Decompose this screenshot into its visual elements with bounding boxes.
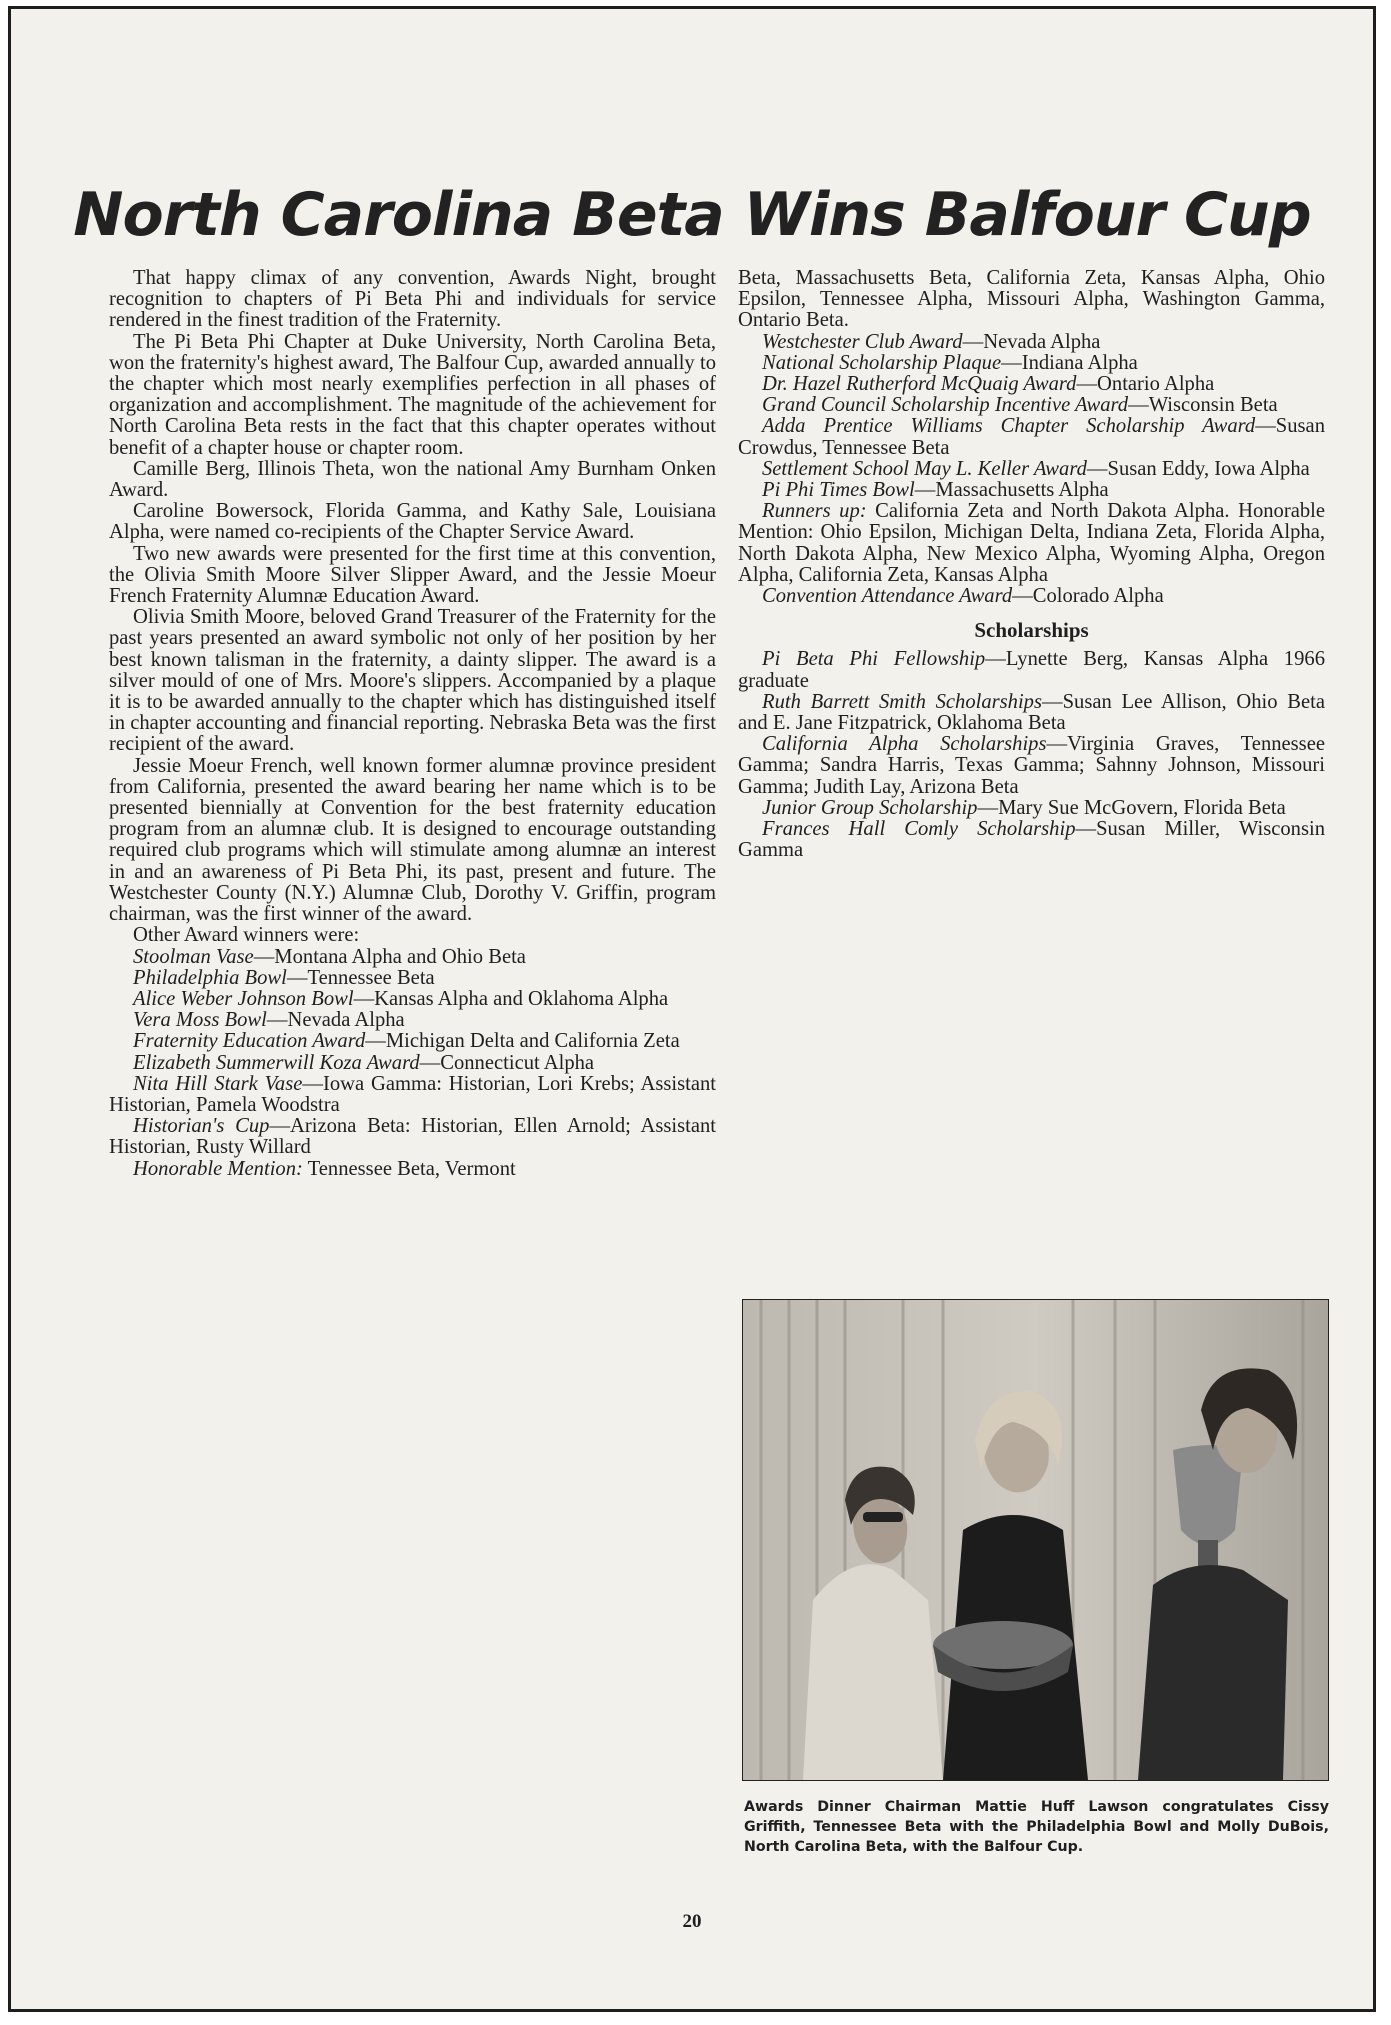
award-photo xyxy=(742,1299,1329,1781)
magazine-page xyxy=(8,6,1376,2012)
award-recipient: —Connecticut Alpha xyxy=(419,1051,595,1074)
scholarship-name: California Alpha Scholarships xyxy=(762,733,1047,756)
award-name: Philadelphia Bowl xyxy=(133,966,287,989)
award-recipient: —Tennessee Beta xyxy=(286,966,435,989)
award-recipient: —Susan Eddy, Iowa Alpha xyxy=(1086,457,1310,480)
scholarship-recipient: —Lynette Berg, Kansas Alpha 1966 graduate xyxy=(738,648,1325,692)
award-name: Honorable Mention: xyxy=(133,1157,303,1180)
award-entry xyxy=(109,1074,716,1116)
scholarship-name: Junior Group Scholarship xyxy=(762,796,978,819)
award-recipient: —Indiana Alpha xyxy=(1001,351,1138,374)
award-recipient: —Arizona Beta: Historian, Ellen Arnold; Assistant Historian, Rusty Willard xyxy=(109,1115,716,1159)
paragraph: Olivia Smith Moore, beloved Grand Treasurer of the Fraternity for the past years presented an award symbolic not only of her position by her best known talisman in the fraternity, a dainty slipper. The award is a silver mould of one of Mrs. Moore's slippers. Accompanied by a plaque it is to be awarded annually to the chapter which has distinguished itself in chapter accounting and financial reporting. Nebraska Beta was the first recipient of the award. xyxy=(109,606,716,756)
award-name: Westchester Club Award xyxy=(762,330,963,353)
scholarship-entry xyxy=(738,692,1325,734)
award-entry xyxy=(109,1159,716,1180)
page-number: 20 xyxy=(682,1911,702,1932)
award-recipient: —Montana Alpha and Ohio Beta xyxy=(253,945,526,968)
award-recipient: —Ontario Alpha xyxy=(1076,373,1215,396)
award-name: Vera Moss Bowl xyxy=(133,1009,267,1032)
paragraph: Beta, Massachusetts Beta, California Zeta, Kansas Alpha, Ohio Epsilon, Tennessee Alpha, Missouri Alpha, Washington Gamma, Ontario Beta. xyxy=(738,267,1325,332)
scholarship-name: Frances Hall Comly Scholarship xyxy=(762,818,1076,841)
award-name: Fraternity Education Award xyxy=(133,1030,366,1053)
award-name: Dr. Hazel Rutherford McQuaig Award xyxy=(762,373,1077,396)
paragraph: Caroline Bowersock, Florida Gamma, and Kathy Sale, Louisiana Alpha, were named co-recipients of the Chapter Service Award. xyxy=(109,500,716,544)
award-name: Historian's Cup xyxy=(133,1115,270,1138)
award-name: Runners up: xyxy=(762,500,867,523)
award-entry xyxy=(109,1031,716,1052)
award-recipient: —Iowa Gamma: Historian, Lori Krebs; Assistant Historian, Pamela Woodstra xyxy=(109,1072,716,1116)
scholarship-entry xyxy=(738,798,1325,819)
award-recipient: —Michigan Delta and California Zeta xyxy=(365,1030,680,1053)
scholarship-recipient: —Susan Miller, Wisconsin Gamma xyxy=(738,818,1325,862)
award-name: Elizabeth Summerwill Koza Award xyxy=(133,1051,420,1074)
photo-caption: Awards Dinner Chairman Mattie Huff Lawson congratulates Cissy Griffith, Tennessee Beta with the Philadelphia Bowl and Molly DuBois, North Carolina Beta, with the Balfour Cup. xyxy=(744,1799,1329,1855)
award-name: Settlement School May L. Keller Award xyxy=(762,457,1087,480)
award-entry xyxy=(738,353,1325,374)
award-recipient: —Wisconsin Beta xyxy=(1128,394,1278,417)
award-entry xyxy=(109,1116,716,1158)
award-entry xyxy=(738,374,1325,395)
award-name: Alice Weber Johnson Bowl xyxy=(133,987,354,1010)
award-entry xyxy=(109,968,716,989)
award-entry xyxy=(738,501,1325,586)
award-entry xyxy=(738,480,1325,501)
award-name: National Scholarship Plaque xyxy=(762,351,1002,374)
paragraph: Other Award winners were: xyxy=(133,924,360,947)
award-recipient: —Nevada Alpha xyxy=(962,330,1101,353)
paragraph: That happy climax of any convention, Awards Night, brought recognition to chapters of Pi Beta Phi and individuals for service rendered in the finest tradition of the Fraternity. xyxy=(109,267,716,332)
award-entry xyxy=(738,459,1325,480)
award-name: Stoolman Vase xyxy=(133,945,254,968)
award-entry xyxy=(738,586,1325,607)
article-title: North Carolina Beta Wins Balfour Cup xyxy=(73,180,1311,250)
award-name: Pi Phi Times Bowl xyxy=(762,479,915,502)
award-entry xyxy=(738,395,1325,416)
paragraph: The Pi Beta Phi Chapter at Duke University, North Carolina Beta, won the fraternity's highest award, The Balfour Cup, awarded annually to the chapter which most nearly exemplifies perfection in all phases of organization and accomplishment. The magnitude of the achievement for North Carolina Beta rests in the fact that this chapter operates without benefit of a chapter house or chapter room. xyxy=(109,330,716,459)
award-name: Adda Prentice Williams Chapter Scholarship Award xyxy=(762,415,1256,438)
award-recipient: California Zeta and North Dakota Alpha. Honorable Mention: Ohio Epsilon, Michigan Delta, Indiana Zeta, Florida Alpha, North Dakota Alpha, New Mexico Alpha, Wyoming Alpha, Oregon Alpha, California Zeta, Kansas Alpha xyxy=(738,500,1325,586)
award-recipient: —Massachusetts Alpha xyxy=(914,479,1109,502)
paragraph: Camille Berg, Illinois Theta, won the national Amy Burnham Onken Award. xyxy=(109,457,716,502)
right-column xyxy=(738,268,1325,861)
award-entry xyxy=(109,989,716,1010)
left-column xyxy=(109,268,716,1180)
scholarship-entry xyxy=(738,734,1325,798)
award-recipient: —Nevada Alpha xyxy=(266,1009,405,1032)
scholarship-recipient: —Virginia Graves, Tennessee Gamma; Sandra Harris, Texas Gamma; Sahnny Johnson, Missouri Gamma; Judith Lay, Arizona Beta xyxy=(738,733,1325,798)
award-name: Nita Hill Stark Vase xyxy=(133,1072,303,1095)
paragraph: Two new awards were presented for the first time at this convention, the Olivia Smith Moore Silver Slipper Award, and the Jessie Moeur French Fraternity Alumnæ Education Award. xyxy=(109,542,716,608)
award-recipient: Tennessee Beta, Vermont xyxy=(302,1157,516,1180)
award-recipient: —Colorado Alpha xyxy=(1012,585,1164,608)
award-recipient: —Kansas Alpha and Oklahoma Alpha xyxy=(353,987,669,1010)
award-recipient: —Susan Crowdus, Tennessee Beta xyxy=(738,415,1325,459)
scholarships-heading: Scholarships xyxy=(974,618,1089,643)
award-name: Convention Attendance Award xyxy=(762,585,1013,608)
paragraph: Jessie Moeur French, well known former alumnæ province president from California, presented the award bearing her name which is to be presented biennially at Convention for the best fraternity education program from an alumnæ club. It is designed to encourage outstanding required club programs which will stimulate among alumnæ an interest in and an awareness of Pi Beta Phi, its past, present and future. The Westchester County (N.Y.) Alumnæ Club, Dorothy V. Griffin, program chairman, was the first winner of the award. xyxy=(109,754,716,926)
award-entry xyxy=(109,1053,716,1074)
scholarship-recipient: —Mary Sue McGovern, Florida Beta xyxy=(977,796,1286,819)
scholarship-name: Pi Beta Phi Fellowship xyxy=(762,648,986,671)
award-name: Grand Council Scholarship Incentive Award xyxy=(762,394,1129,417)
scholarship-name: Ruth Barrett Smith Scholarships xyxy=(762,690,1042,713)
photo-illustration xyxy=(743,1300,1328,1780)
award-entry xyxy=(109,947,716,968)
scholarship-recipient: —Susan Lee Allison, Ohio Beta and E. Jane Fitzpatrick, Oklahoma Beta xyxy=(738,690,1325,735)
scholarship-entry xyxy=(738,649,1325,691)
award-entry xyxy=(109,1010,716,1031)
award-entry xyxy=(738,332,1325,353)
scholarship-entry xyxy=(738,819,1325,861)
award-entry xyxy=(738,416,1325,458)
